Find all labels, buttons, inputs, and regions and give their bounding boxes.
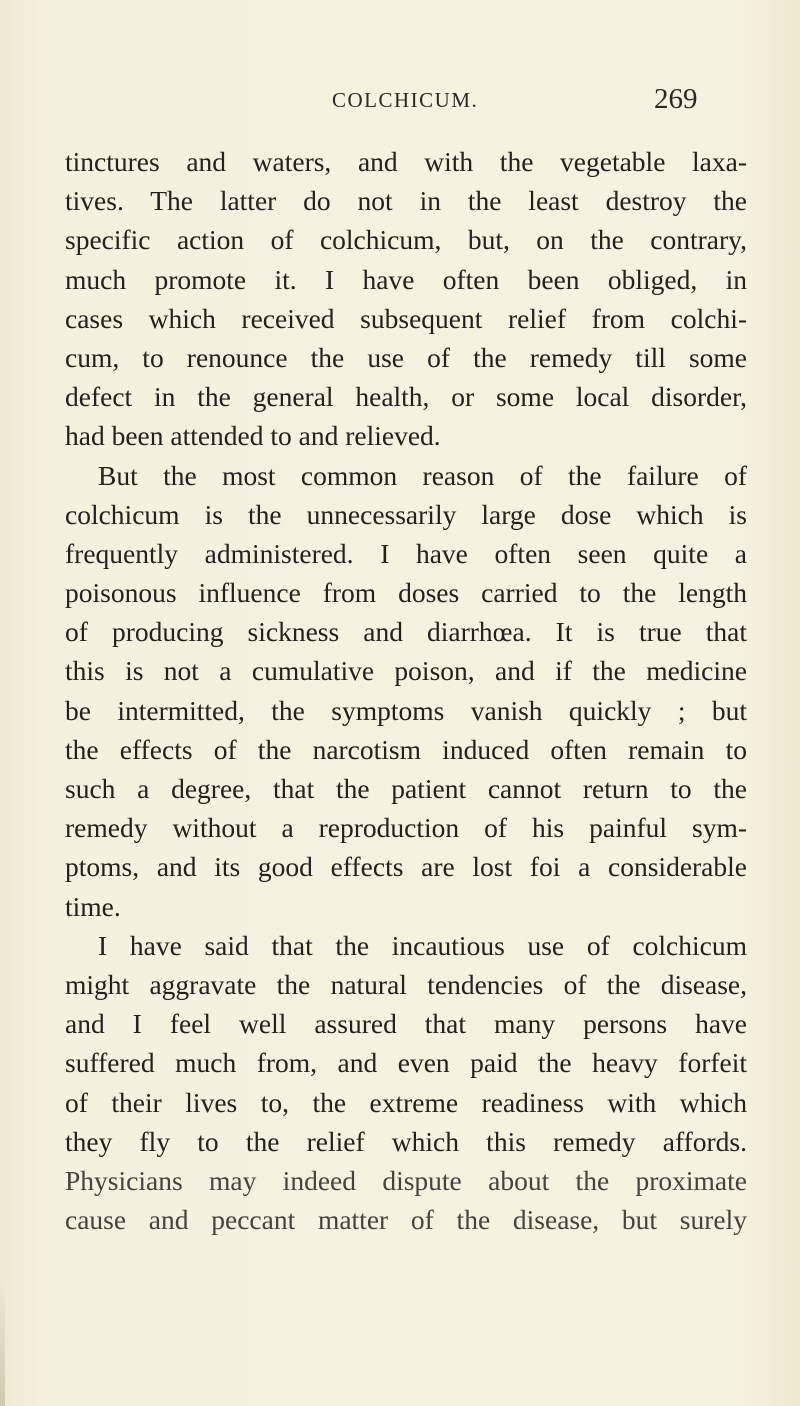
text-line: cause and peccant matter of the disease, but surely xyxy=(65,1204,747,1236)
text-line: had been attended to and relieved. xyxy=(65,420,441,452)
page-header xyxy=(0,83,800,122)
page-number: 269 xyxy=(654,83,698,115)
text-line: and I feel well assured that many persons have xyxy=(65,1008,747,1040)
text-line: frequently administered. I have often seen quite a xyxy=(65,537,747,569)
text-line: much promote it. I have often been obliged, in xyxy=(65,263,747,295)
running-title: COLCHICUM. xyxy=(332,88,479,112)
text-line: such a degree, that the patient cannot return to the xyxy=(65,773,747,804)
text-line: of producing sickness and diarrhœa. It is true that xyxy=(65,616,747,648)
text-line: of their lives to, the extreme readiness with which xyxy=(65,1086,747,1118)
text-line: tinctures and waters, and with the vegetable laxa- xyxy=(65,146,747,177)
text-line: remedy without a reproduction of his painful sym- xyxy=(65,812,747,844)
text-line: specific action of colchicum, but, on the contrary, xyxy=(65,224,747,256)
text-line: poisonous influence from doses carried to the length xyxy=(65,577,747,609)
text-line: might aggravate the natural tendencies of the disease, xyxy=(65,968,747,1000)
text-line: tives. The latter do not in the least destroy the xyxy=(65,185,747,217)
text-line: time. xyxy=(65,890,121,922)
text-line: ptoms, and its good effects are lost foi a considerable xyxy=(65,851,747,883)
text-line: cum, to renounce the use of the remedy till some xyxy=(65,341,747,373)
paragraph-start-line: I have said that the incautious use of colchicum xyxy=(98,929,747,961)
text-line: the effects of the narcotism induced often remain to xyxy=(65,733,747,765)
text-line: colchicum is the unnecessarily large dose which is xyxy=(65,498,747,530)
text-line: they fly to the relief which this remedy affords. xyxy=(65,1125,747,1157)
page-edge-shadow xyxy=(0,1280,5,1406)
text-line: defect in the general health, or some local disorder, xyxy=(65,381,747,413)
paragraph-start-line: But the most common reason of the failure of xyxy=(98,459,747,491)
text-line: this is not a cumulative poison, and if the medicine xyxy=(65,655,747,687)
text-line: be intermitted, the symptoms vanish quickly ; but xyxy=(65,694,747,726)
text-line: cases which received subsequent relief from colchi- xyxy=(65,302,747,334)
text-line: suffered much from, and even paid the heavy forfeit xyxy=(65,1047,747,1079)
text-line: Physicians may indeed dispute about the proximate xyxy=(65,1164,747,1196)
body-text xyxy=(65,142,747,1239)
